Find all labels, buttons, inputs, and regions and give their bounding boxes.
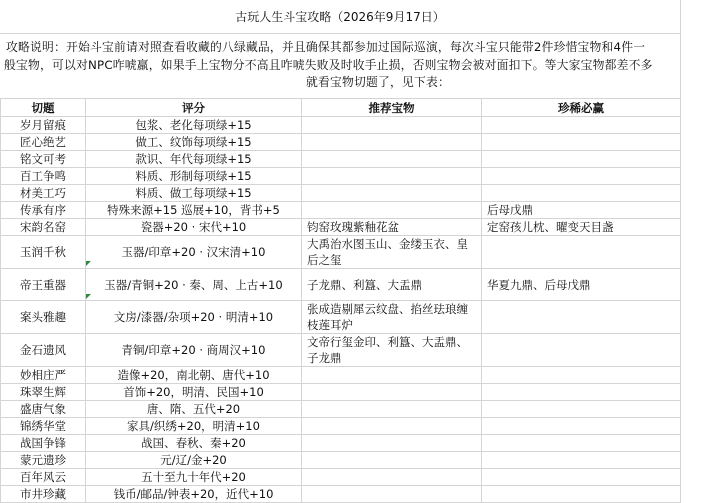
topic-cell[interactable]: 铭文可考 — [1, 151, 86, 168]
table-row — [1, 418, 681, 435]
score-cell[interactable]: 做工、纹饰每项绿+15 — [86, 134, 302, 151]
rare-cell[interactable] — [482, 418, 681, 435]
rare-cell[interactable] — [482, 236, 681, 269]
score-cell[interactable]: 瓷器+20 · 宋代+10 — [86, 219, 302, 236]
topic-cell[interactable]: 市井珍藏 — [1, 486, 86, 503]
topic-cell[interactable]: 宋韵名窑 — [1, 219, 86, 236]
topic-cell[interactable]: 案头雅趣 — [1, 301, 86, 334]
recommend-cell[interactable] — [302, 418, 482, 435]
score-cell[interactable]: 首饰+20，明清、民国+10 — [86, 384, 302, 401]
recommend-cell[interactable] — [302, 401, 482, 418]
table-row — [1, 486, 681, 503]
topic-cell[interactable]: 玉润千秋 — [1, 236, 86, 269]
comment-indicator-icon — [86, 294, 91, 299]
table-row — [1, 401, 681, 418]
topic-cell[interactable]: 妙相庄严 — [1, 367, 86, 384]
topic-cell[interactable]: 盛唐气象 — [1, 401, 86, 418]
rare-cell[interactable] — [482, 469, 681, 486]
header-rare[interactable]: 珍稀必赢 — [482, 99, 681, 117]
rare-cell[interactable]: 华夏九鼎、后母戊鼎 — [482, 269, 681, 301]
score-cell[interactable]: 唐、隋、五代+20 — [86, 401, 302, 418]
recommend-cell[interactable] — [302, 134, 482, 151]
intro-line: 攻略说明：开始斗宝前请对照查看收藏的八绿藏品，并且确保其都参加过国际巡演，每次斗宝只能带2件珍惜宝物和4件一 — [6, 40, 646, 54]
recommend-cell[interactable] — [302, 168, 482, 185]
recommend-cell[interactable] — [302, 367, 482, 384]
rare-cell[interactable] — [482, 334, 681, 367]
table-row — [1, 219, 681, 236]
recommend-cell[interactable]: 文帝行玺金印、利簋、大盂鼎、子龙鼎 — [302, 334, 482, 367]
score-cell[interactable]: 款识、年代每项绿+15 — [86, 151, 302, 168]
score-cell[interactable]: 玉器/印章+20 · 汉宋清+10 — [86, 236, 302, 269]
recommend-cell[interactable]: 子龙鼎、利簋、大盂鼎 — [302, 269, 482, 301]
recommend-cell[interactable] — [302, 486, 482, 503]
recommend-cell[interactable]: 钧窑玫瑰紫釉花盆 — [302, 219, 482, 236]
topic-cell[interactable]: 百年风云 — [1, 469, 86, 486]
intro-text[interactable] — [4, 39, 678, 92]
table-row — [1, 185, 681, 202]
score-cell[interactable]: 特殊来源+15 巡展+10，背书+5 — [86, 202, 302, 219]
rare-cell[interactable] — [482, 486, 681, 503]
rare-cell[interactable]: 后母戊鼎 — [482, 202, 681, 219]
score-cell[interactable]: 青铜/印章+20 · 商周汉+10 — [86, 334, 302, 367]
rare-cell[interactable] — [482, 367, 681, 384]
header-score[interactable]: 评分 — [86, 99, 302, 117]
rare-cell[interactable] — [482, 117, 681, 134]
table-row — [1, 269, 681, 301]
topic-cell[interactable]: 珠翠生辉 — [1, 384, 86, 401]
score-cell[interactable]: 造像+20，南北朝、唐代+10 — [86, 367, 302, 384]
table-row — [1, 435, 681, 452]
topic-cell[interactable]: 传承有序 — [1, 202, 86, 219]
score-cell[interactable]: 料质、做工每项绿+15 — [86, 185, 302, 202]
rare-cell[interactable] — [482, 185, 681, 202]
topic-cell[interactable]: 蒙元遗珍 — [1, 452, 86, 469]
rare-cell[interactable] — [482, 168, 681, 185]
header-row — [1, 99, 681, 117]
score-cell[interactable]: 五十至九十年代+20 — [86, 469, 302, 486]
topic-cell[interactable]: 百工争鸣 — [1, 168, 86, 185]
rare-cell[interactable] — [482, 151, 681, 168]
topic-cell[interactable]: 岁月留痕 — [1, 117, 86, 134]
strategy-table — [0, 98, 681, 503]
table-row — [1, 202, 681, 219]
topic-cell[interactable]: 金石遗风 — [1, 334, 86, 367]
comment-indicator-icon — [86, 261, 91, 266]
recommend-cell[interactable]: 张成造剔犀云纹盘、掐丝珐琅缠枝莲耳炉 — [302, 301, 482, 334]
rare-cell[interactable] — [482, 301, 681, 334]
rare-cell[interactable] — [482, 401, 681, 418]
score-cell[interactable]: 钱币/邮品/钟表+20，近代+10 — [86, 486, 302, 503]
recommend-cell[interactable] — [302, 151, 482, 168]
recommend-cell[interactable] — [302, 469, 482, 486]
topic-cell[interactable]: 匠心绝艺 — [1, 134, 86, 151]
table-row — [1, 236, 681, 269]
empty-column[interactable] — [680, 0, 720, 486]
score-cell[interactable]: 家具/织绣+20，明清+10 — [86, 418, 302, 435]
table-row — [1, 151, 681, 168]
score-cell[interactable]: 文房/漆器/杂项+20 · 明清+10 — [86, 301, 302, 334]
rare-cell[interactable] — [482, 435, 681, 452]
score-cell[interactable]: 包浆、老化每项绿+15 — [86, 117, 302, 134]
table-row — [1, 168, 681, 185]
table-row — [1, 384, 681, 401]
table-row — [1, 334, 681, 367]
recommend-cell[interactable] — [302, 117, 482, 134]
rare-cell[interactable] — [482, 452, 681, 469]
recommend-cell[interactable] — [302, 452, 482, 469]
topic-cell[interactable]: 战国争锋 — [1, 435, 86, 452]
intro-line: 就看宝物切题了，见下表： — [306, 75, 450, 89]
table-row — [1, 301, 681, 334]
intro-line: 般宝物，可以对NPC咋唬羸，如果手上宝物分不高且咋唬失败及时收手止损，否则宝物会被对面扣下。等大家宝物都差不多 — [4, 57, 653, 72]
score-cell[interactable]: 元/辽/金+20 — [86, 452, 302, 469]
rare-cell[interactable] — [482, 384, 681, 401]
topic-cell[interactable]: 帝王重器 — [1, 269, 86, 301]
rare-cell[interactable]: 定窑孩儿枕、曜变天目盏 — [482, 219, 681, 236]
score-cell[interactable]: 战国、春秋、秦+20 — [86, 435, 302, 452]
score-cell[interactable]: 玉器/青铜+20 · 秦、周、上古+10 — [86, 269, 302, 301]
recommend-cell[interactable] — [302, 384, 482, 401]
recommend-cell[interactable] — [302, 202, 482, 219]
topic-cell[interactable]: 锦绣华堂 — [1, 418, 86, 435]
recommend-cell[interactable] — [302, 435, 482, 452]
table-row — [1, 367, 681, 384]
table-row — [1, 469, 681, 486]
table-row — [1, 452, 681, 469]
score-cell[interactable]: 料质、形制每项绿+15 — [86, 168, 302, 185]
header-recommend[interactable]: 推荐宝物 — [302, 99, 482, 117]
recommend-cell[interactable] — [302, 185, 482, 202]
rare-cell[interactable] — [482, 134, 681, 151]
sheet-title[interactable]: 古玩人生斗宝攻略（2026年9月17日） — [0, 0, 680, 34]
table-row — [1, 134, 681, 151]
header-topic[interactable]: 切题 — [1, 99, 86, 117]
topic-cell[interactable]: 材美工巧 — [1, 185, 86, 202]
table-row — [1, 117, 681, 134]
recommend-cell[interactable]: 大禹治水图玉山、金缕玉衣、皇后之玺 — [302, 236, 482, 269]
